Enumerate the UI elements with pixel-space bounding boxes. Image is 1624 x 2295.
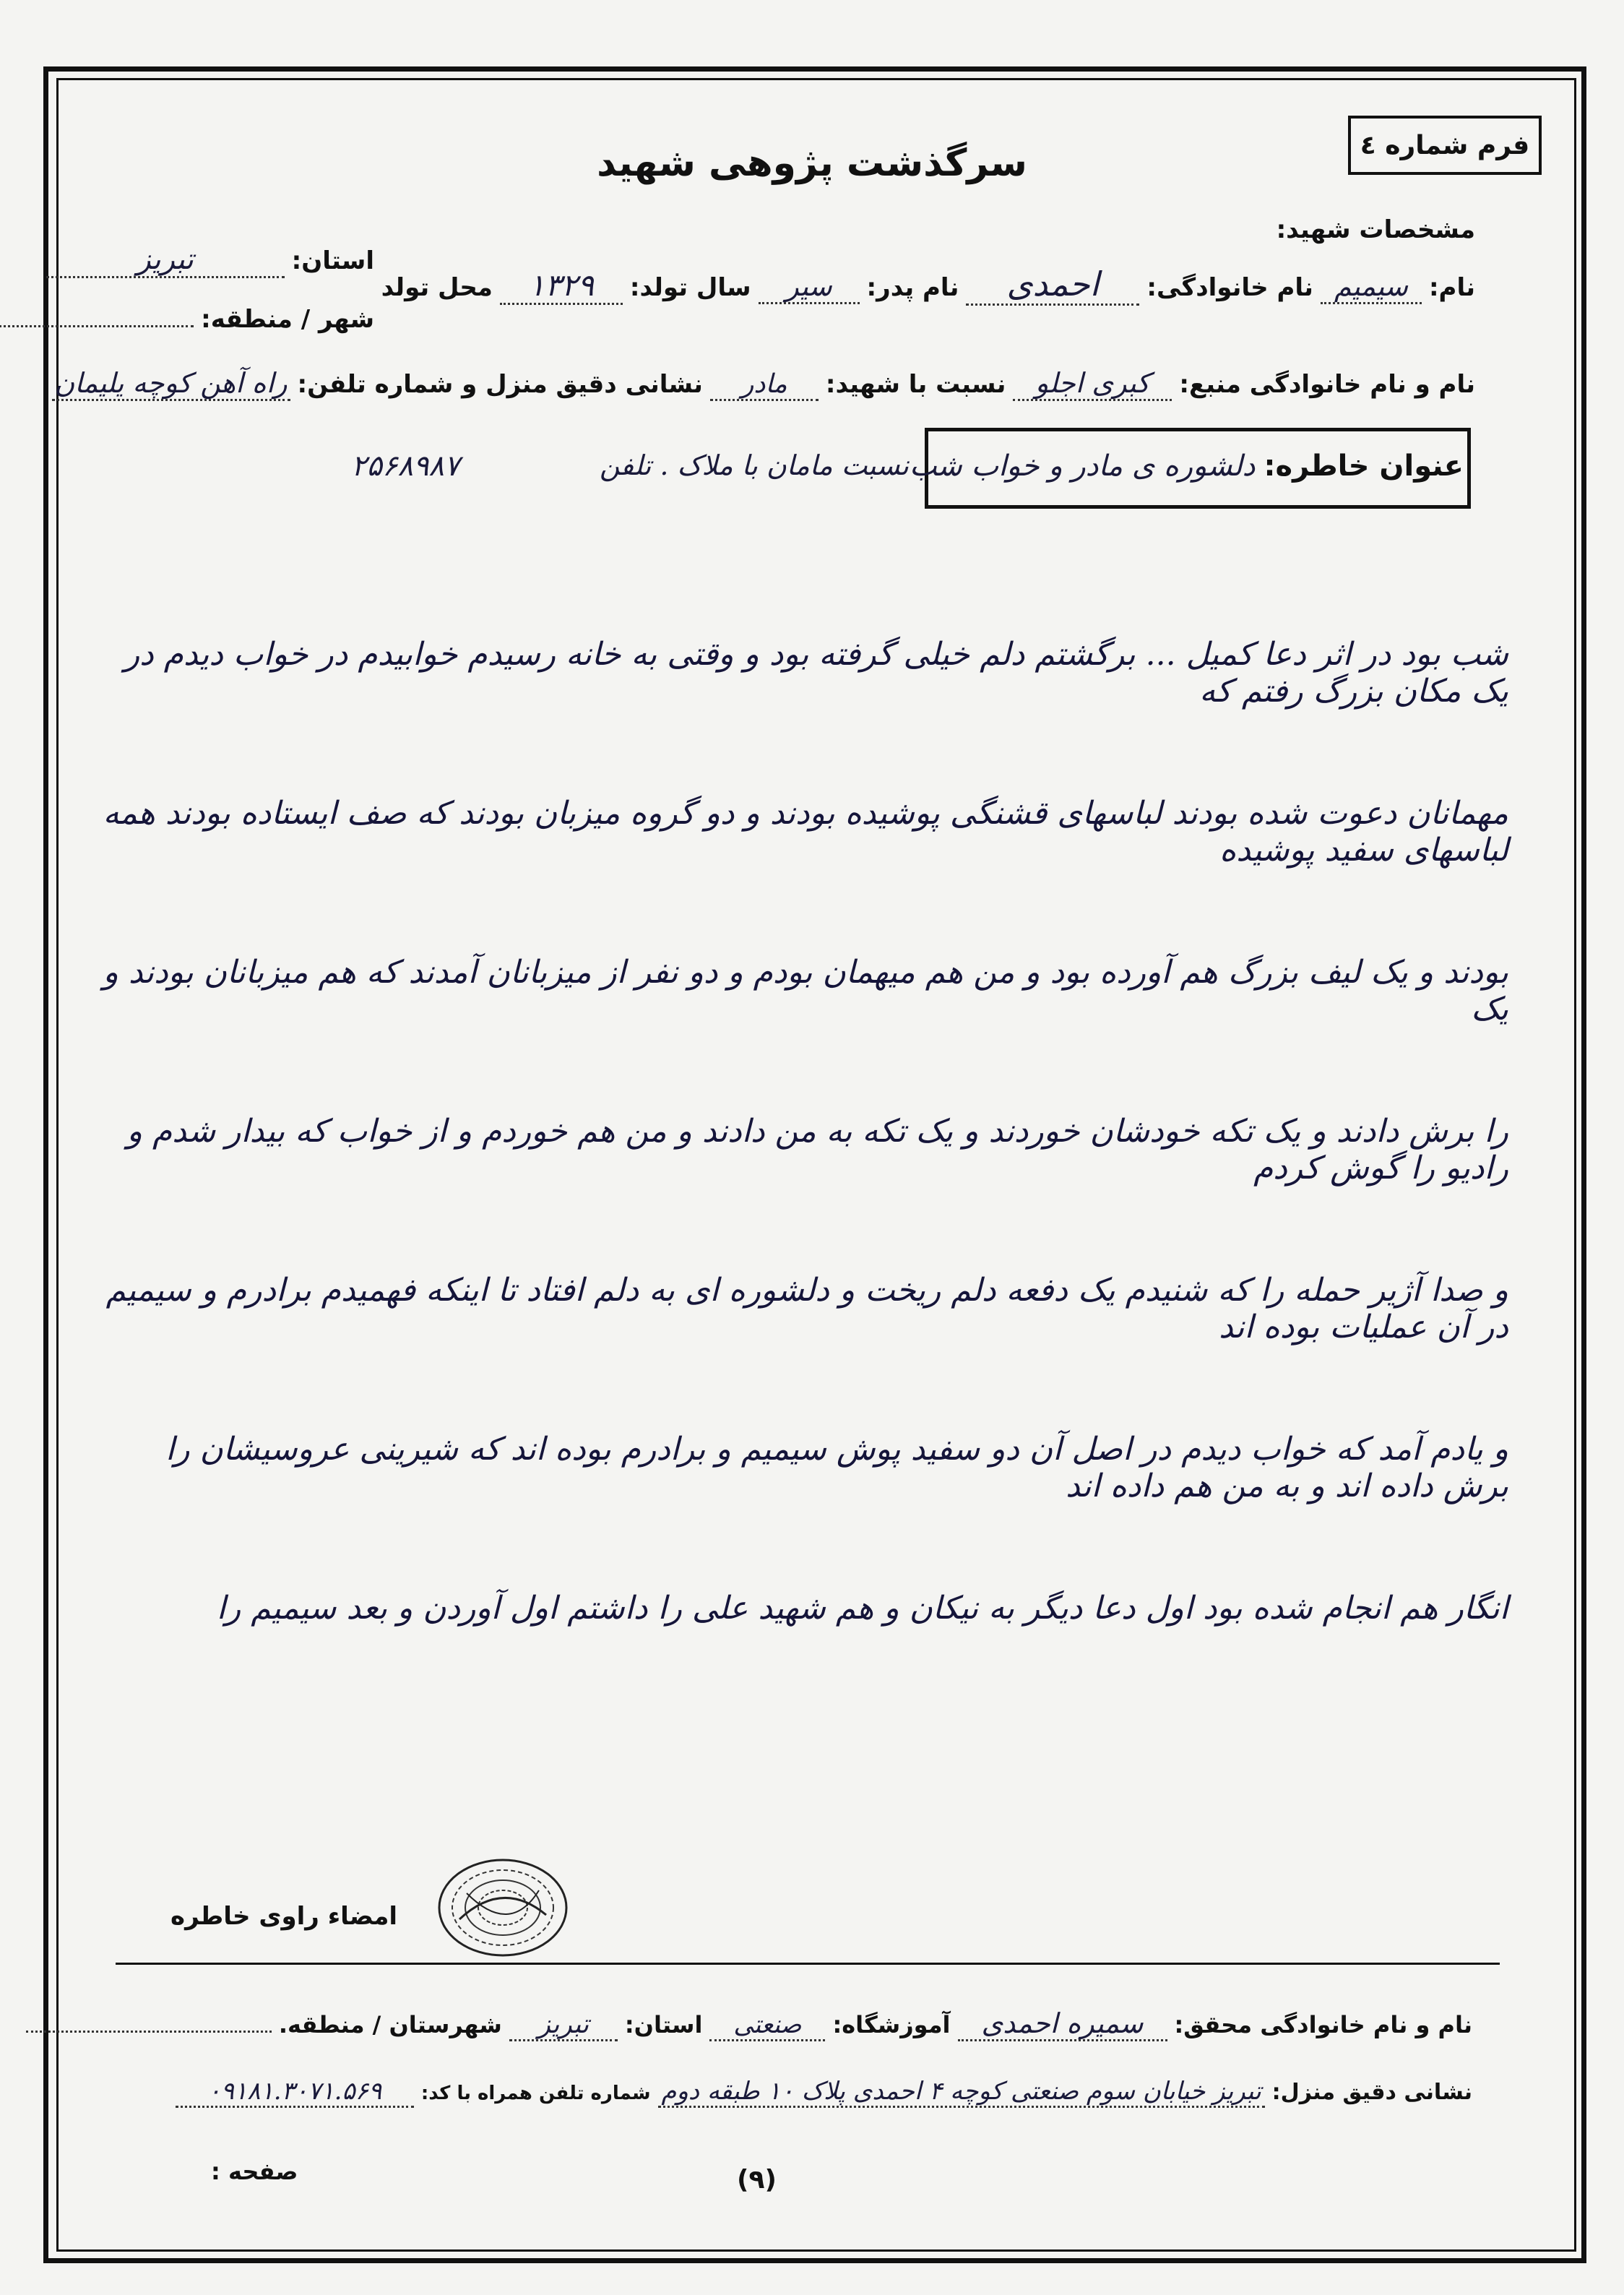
body-line: مهمانان دعوت شده بودند لباسهای قشنگی پوشیده بودند و دو گروه میزبان بودند که صف ایستاده بودند همه لباسهای سفید پوشیده xyxy=(103,795,1508,869)
fingerprint-seal xyxy=(431,1850,575,1965)
martyr-row xyxy=(381,264,1475,306)
school-label: آموزشگاه: xyxy=(832,2011,951,2038)
researcher-address-row xyxy=(176,2077,1472,2108)
first-name-label: نام: xyxy=(1428,273,1475,302)
county-value-line xyxy=(26,2007,272,2033)
address-value: راه آهن کوچه یلیمان xyxy=(52,367,290,401)
separator-line xyxy=(116,1963,1500,1965)
researcher-name-label: نام و نام خانوادگی محقق: xyxy=(1174,2011,1472,2038)
source-name-value: کبری اجلو xyxy=(1013,367,1172,401)
memory-extra-note: نسبت مامان با ملاک . تلفن xyxy=(599,449,909,481)
memory-title-row xyxy=(910,449,1464,483)
body-line: را برش دادند و یک تکه خودشان خوردند و یک تکه به من دادند و من هم خوردم و از خواب که بیدار شدم و رادیو را گوش کردم xyxy=(126,1113,1508,1187)
first-name-value: سیمیم xyxy=(1321,270,1422,304)
memory-phone: ۲۵۶۸۹۸۷ xyxy=(351,449,460,483)
source-row xyxy=(52,367,1476,401)
researcher-name-value: سمیره احمدی xyxy=(958,2007,1167,2041)
martyr-section-label: مشخصات شهید: xyxy=(1276,215,1475,244)
address-label: نشانی دقیق منزل و شماره تلفن: xyxy=(297,370,703,399)
province-value: تبریز xyxy=(46,243,285,278)
body-line: شب بود در اثر دعا کمیل ... برگشتم دلم خیلی گرفته بود و وقتی به خانه رسیدم خوابیدم در خواب دیدم در یک مکان بزرگ رفتم که xyxy=(124,636,1508,710)
father-name-label: نام پدر: xyxy=(866,273,959,302)
memory-title-label: عنوان خاطره: xyxy=(1264,449,1464,483)
body-line: و یادم آمد که خواب دیدم در اصل آن دو سفید پوش سیمیم و برادرم بوده اند که شیرینی عروسیشان را برش داده اند و به من هم داده اند xyxy=(165,1431,1508,1504)
province-label: استان: xyxy=(291,246,374,275)
relation-label: نسبت با شهید: xyxy=(825,370,1006,399)
narrator-signature-label: امضاء راوی خاطره xyxy=(170,1902,398,1931)
birth-place-label: محل تولد xyxy=(381,273,493,302)
memory-title-value: دلشوره ی مادر و خواب شب xyxy=(909,449,1256,483)
form-title: سرگذشت پژوهی شهید xyxy=(597,142,1027,185)
county-label: شهرستان / منطقه. xyxy=(278,2011,502,2038)
province-row xyxy=(46,243,374,278)
school-value: صنعتی xyxy=(709,2010,825,2041)
city-row xyxy=(0,301,374,334)
birth-year-value: ۱۳۲۹ xyxy=(500,267,623,305)
page-number: (۹) xyxy=(737,2165,777,2195)
form-number-label: فرم شماره ٤ xyxy=(1360,130,1530,160)
city-label: شهر / منطقه: xyxy=(201,305,374,334)
researcher-province-label: استان: xyxy=(624,2011,703,2038)
body-line: بودند و یک لیف بزرگ هم آورده بود و من هم میهمان بودم و دو نفر از میزبانان آمدند که هم میزبانان بودند و یک xyxy=(103,954,1508,1028)
body-line: و صدا آژیر حمله را که شنیدم یک دفعه دلم ریخت و دلشوره ای به دلم افتاد تا اینکه فهمیدم برادرم و سیمیم در آن عملیات بوده اند xyxy=(105,1272,1508,1345)
researcher-address-label: نشانی دقیق منزل: xyxy=(1271,2080,1472,2105)
birth-year-label: سال تولد: xyxy=(629,273,751,302)
city-value-line xyxy=(0,301,194,327)
researcher-address-value: تبریز خیابان سوم صنعتی کوچه ۴ احمدی پلاک ۱۰ طبقه دوم xyxy=(658,2077,1265,2108)
last-name-value: احمدی xyxy=(966,264,1139,306)
page-label: صفحه : xyxy=(211,2158,298,2185)
relation-value: مادر xyxy=(710,369,819,401)
researcher-province-value: تبریز xyxy=(509,2010,618,2041)
mobile-value: ۰۹۱۸۱.۳۰۷۱.۵۶۹ xyxy=(176,2077,414,2108)
father-name-value: سیر xyxy=(759,270,860,304)
researcher-row xyxy=(26,2007,1472,2041)
source-name-label: نام و نام خانوادگی منبع: xyxy=(1179,370,1475,399)
body-line: انگار هم انجام شده بود اول دعا دیگر به نیکان و هم شهید علی را داشتم اول آوردن و بعد سیمیم را xyxy=(216,1590,1508,1627)
last-name-label: نام خانوادگی: xyxy=(1146,273,1313,302)
mobile-label: شماره تلفن همراه با کد: xyxy=(420,2083,651,2104)
